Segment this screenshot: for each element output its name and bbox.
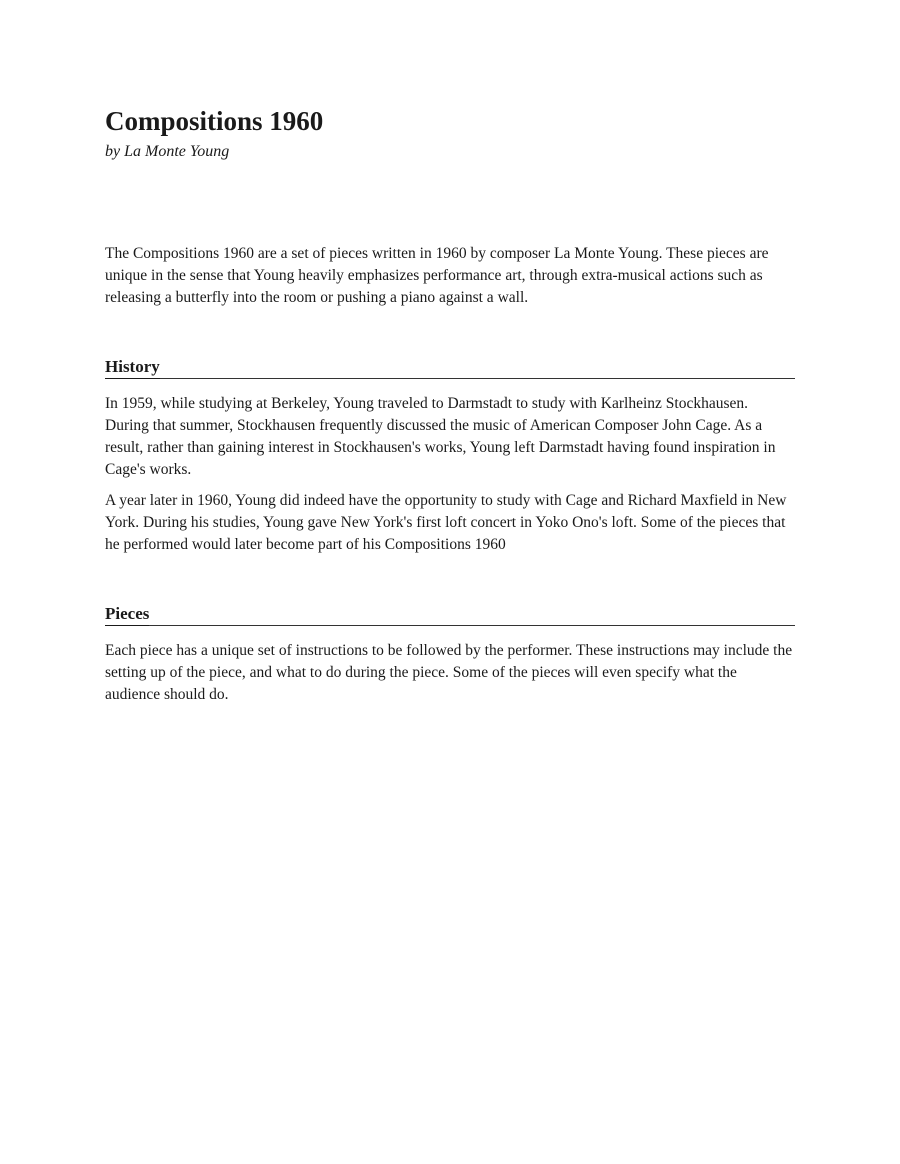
history-paragraph-2: A year later in 1960, Young did indeed have the opportunity to study with Cage and Richard Maxfield in New York. During his studies, Young gave New York's first loft concert in Yoko Ono's loft. Some of the pieces that he performed would later become part of his Compositions 1960 (105, 492, 787, 553)
history-heading-text: History (105, 356, 160, 379)
document-byline: by La Monte Young (105, 143, 230, 160)
pieces-heading (105, 603, 795, 626)
pieces-paragraph-1: Each piece has a unique set of instructions to be followed by the performer. These instructions may include the setting up of the piece, and what to do during the piece. Some of the pieces will even specify what the audience should do. (105, 642, 793, 703)
history-heading (105, 356, 795, 379)
intro-paragraph: The Compositions 1960 are a set of pieces written in 1960 by composer La Monte Young. These pieces are unique in the sense that Young heavily emphasizes performance art, through extra-musical actions such as releasing a butterfly into the room or pushing a piano against a wall. (105, 245, 769, 306)
history-paragraph-1: In 1959, while studying at Berkeley, Young traveled to Darmstadt to study with Karlheinz Stockhausen. During that summer, Stockhausen frequently discussed the music of American Composer John Cage. As a result, rather than gaining interest in Stockhausen's works, Young left Darmstadt having found inspiration in Cage's works. (105, 395, 776, 478)
pieces-heading-text: Pieces (105, 603, 149, 626)
document-title: Compositions 1960 (105, 106, 324, 136)
